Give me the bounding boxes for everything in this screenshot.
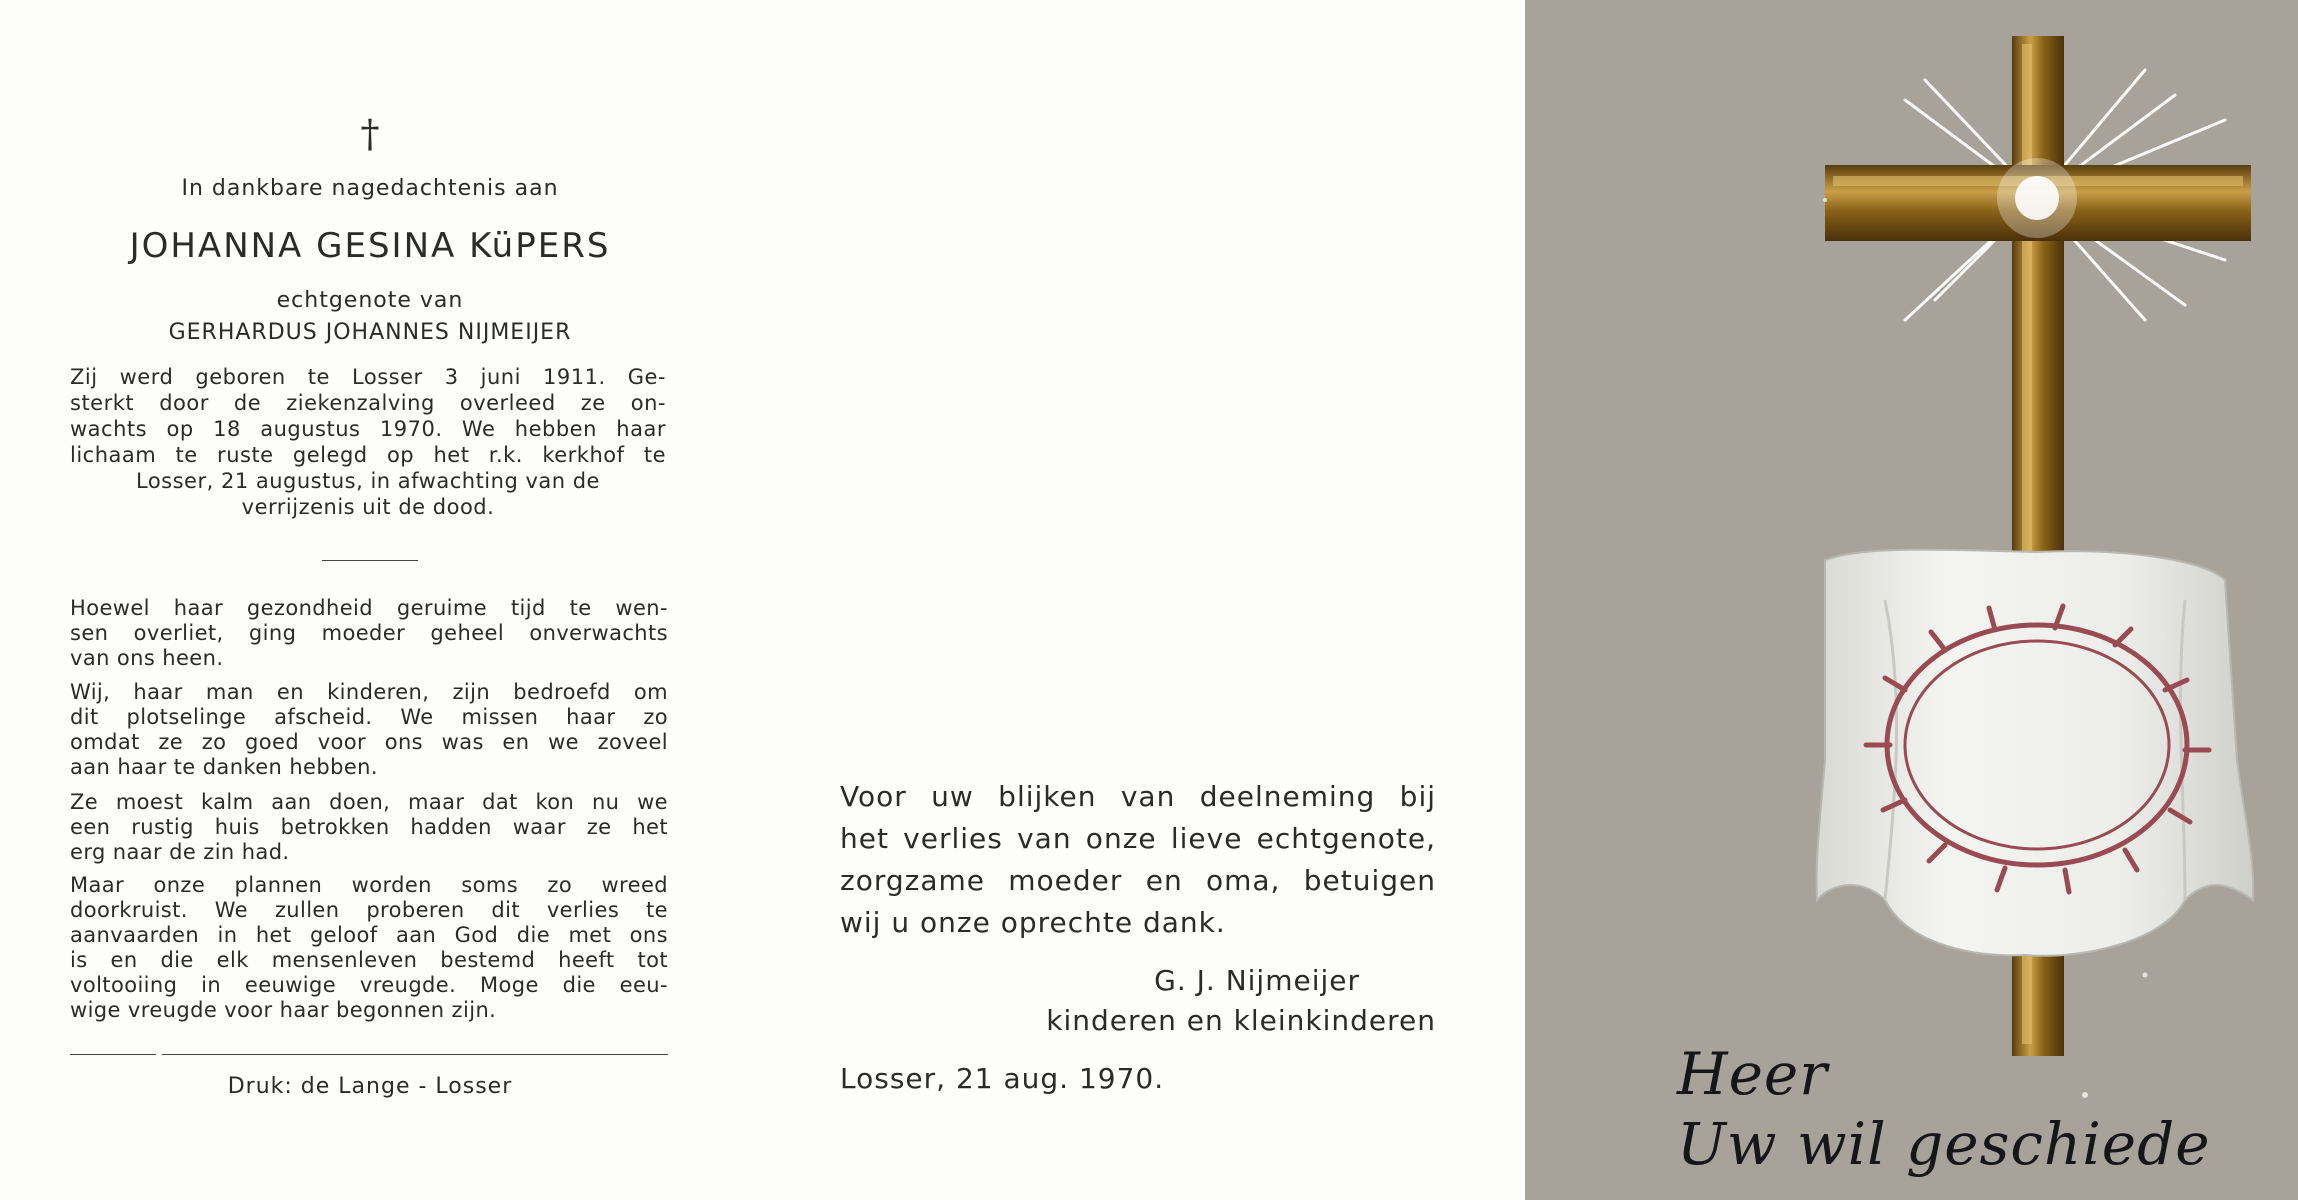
paragraph-line: Hoewel haar gezondheid geruime tijd te wen- xyxy=(70,596,668,620)
signature-family: kinderen en kleinkinderen xyxy=(1046,1004,1436,1037)
biography xyxy=(70,364,666,520)
paragraph-line: sen overliet, ging moeder geheel onverwachts xyxy=(70,621,668,645)
short-divider xyxy=(322,560,418,561)
paragraph-line: wige vreugde voor haar begonnen zijn. xyxy=(70,998,497,1022)
paragraph-farewell xyxy=(70,680,668,780)
paragraph-line: is en die elk mensenleven bestemd heeft tot xyxy=(70,948,668,972)
paragraph-line: dit plotselinge afscheid. We missen haar zo xyxy=(70,705,668,729)
memorial-card-cover xyxy=(1525,0,2298,1200)
spouse-label: echtgenote van xyxy=(276,288,464,313)
motto-line-2: Uw wil geschiede xyxy=(1677,1110,2211,1178)
paragraph-line: aan haar te danken hebben. xyxy=(70,755,378,779)
paragraph-line: Maar onze plannen worden soms zo wreed xyxy=(70,873,668,897)
cross-symbol: † xyxy=(360,112,380,156)
bio-line: sterkt door de ziekenzalving overleed ze on- xyxy=(70,391,666,415)
paragraph-home xyxy=(70,790,668,865)
paragraph-line: aanvaarden in het geloof aan God die met ons xyxy=(70,923,668,947)
thanks-line: Voor uw blijken van deelneming bij xyxy=(840,780,1436,813)
bio-line: wachts op 18 augustus 1970. We hebben haar xyxy=(70,417,666,441)
footer-divider-right xyxy=(162,1054,668,1055)
thanks-text xyxy=(840,776,1436,944)
bio-line: verrijzenis uit de dood. xyxy=(241,495,495,519)
footer-divider-left xyxy=(70,1054,156,1055)
spouse-name: GERHARDUS JOHANNES NIJMEIJER xyxy=(168,320,572,345)
printer-credit: Druk: de Lange - Losser xyxy=(227,1074,513,1099)
paragraph-line: van ons heen. xyxy=(70,646,224,670)
cross-illustration xyxy=(1525,0,2298,1200)
paragraph-line: een rustig huis betrokken hadden waar ze het xyxy=(70,815,668,839)
paragraph-line: Ze moest kalm aan doen, maar dat kon nu we xyxy=(70,790,668,814)
paragraph-line: erg naar de zin had. xyxy=(70,840,290,864)
thanks-line: het verlies van onze lieve echtgenote, xyxy=(840,822,1436,855)
signature-name: G. J. Nijmeijer xyxy=(1154,964,1360,997)
place-date: Losser, 21 aug. 1970. xyxy=(840,1062,1165,1095)
paragraph-line: voltooiing in eeuwige vreugde. Moge die eeu- xyxy=(70,973,668,997)
memorial-card-thanks-page xyxy=(760,0,1525,1200)
intro-text: In dankbare nagedachtenis aan xyxy=(181,176,559,201)
paragraph-line: doorkruist. We zullen proberen dit verlies te xyxy=(70,898,668,922)
motto-line-1: Heer xyxy=(1677,1040,1828,1108)
thanks-line: zorgzame moeder en oma, betuigen xyxy=(840,864,1436,897)
memorial-card-left-page xyxy=(0,0,760,1200)
thanks-line: wij u onze oprechte dank. xyxy=(840,906,1226,939)
paragraph-line: omdat ze zo goed voor ons was en we zoveel xyxy=(70,730,668,754)
paragraph-line: Wij, haar man en kinderen, zijn bedroefd om xyxy=(70,680,668,704)
bio-line: lichaam te ruste gelegd op het r.k. kerkhof te xyxy=(70,443,666,467)
bio-line: Zij werd geboren te Losser 3 juni 1911. Ge- xyxy=(70,365,666,389)
deceased-name: JOHANNA GESINA KüPERS xyxy=(129,226,611,266)
bio-line: Losser, 21 augustus, in afwachting van de xyxy=(136,469,600,493)
paragraph-faith xyxy=(70,873,668,1023)
paragraph-health xyxy=(70,596,668,671)
